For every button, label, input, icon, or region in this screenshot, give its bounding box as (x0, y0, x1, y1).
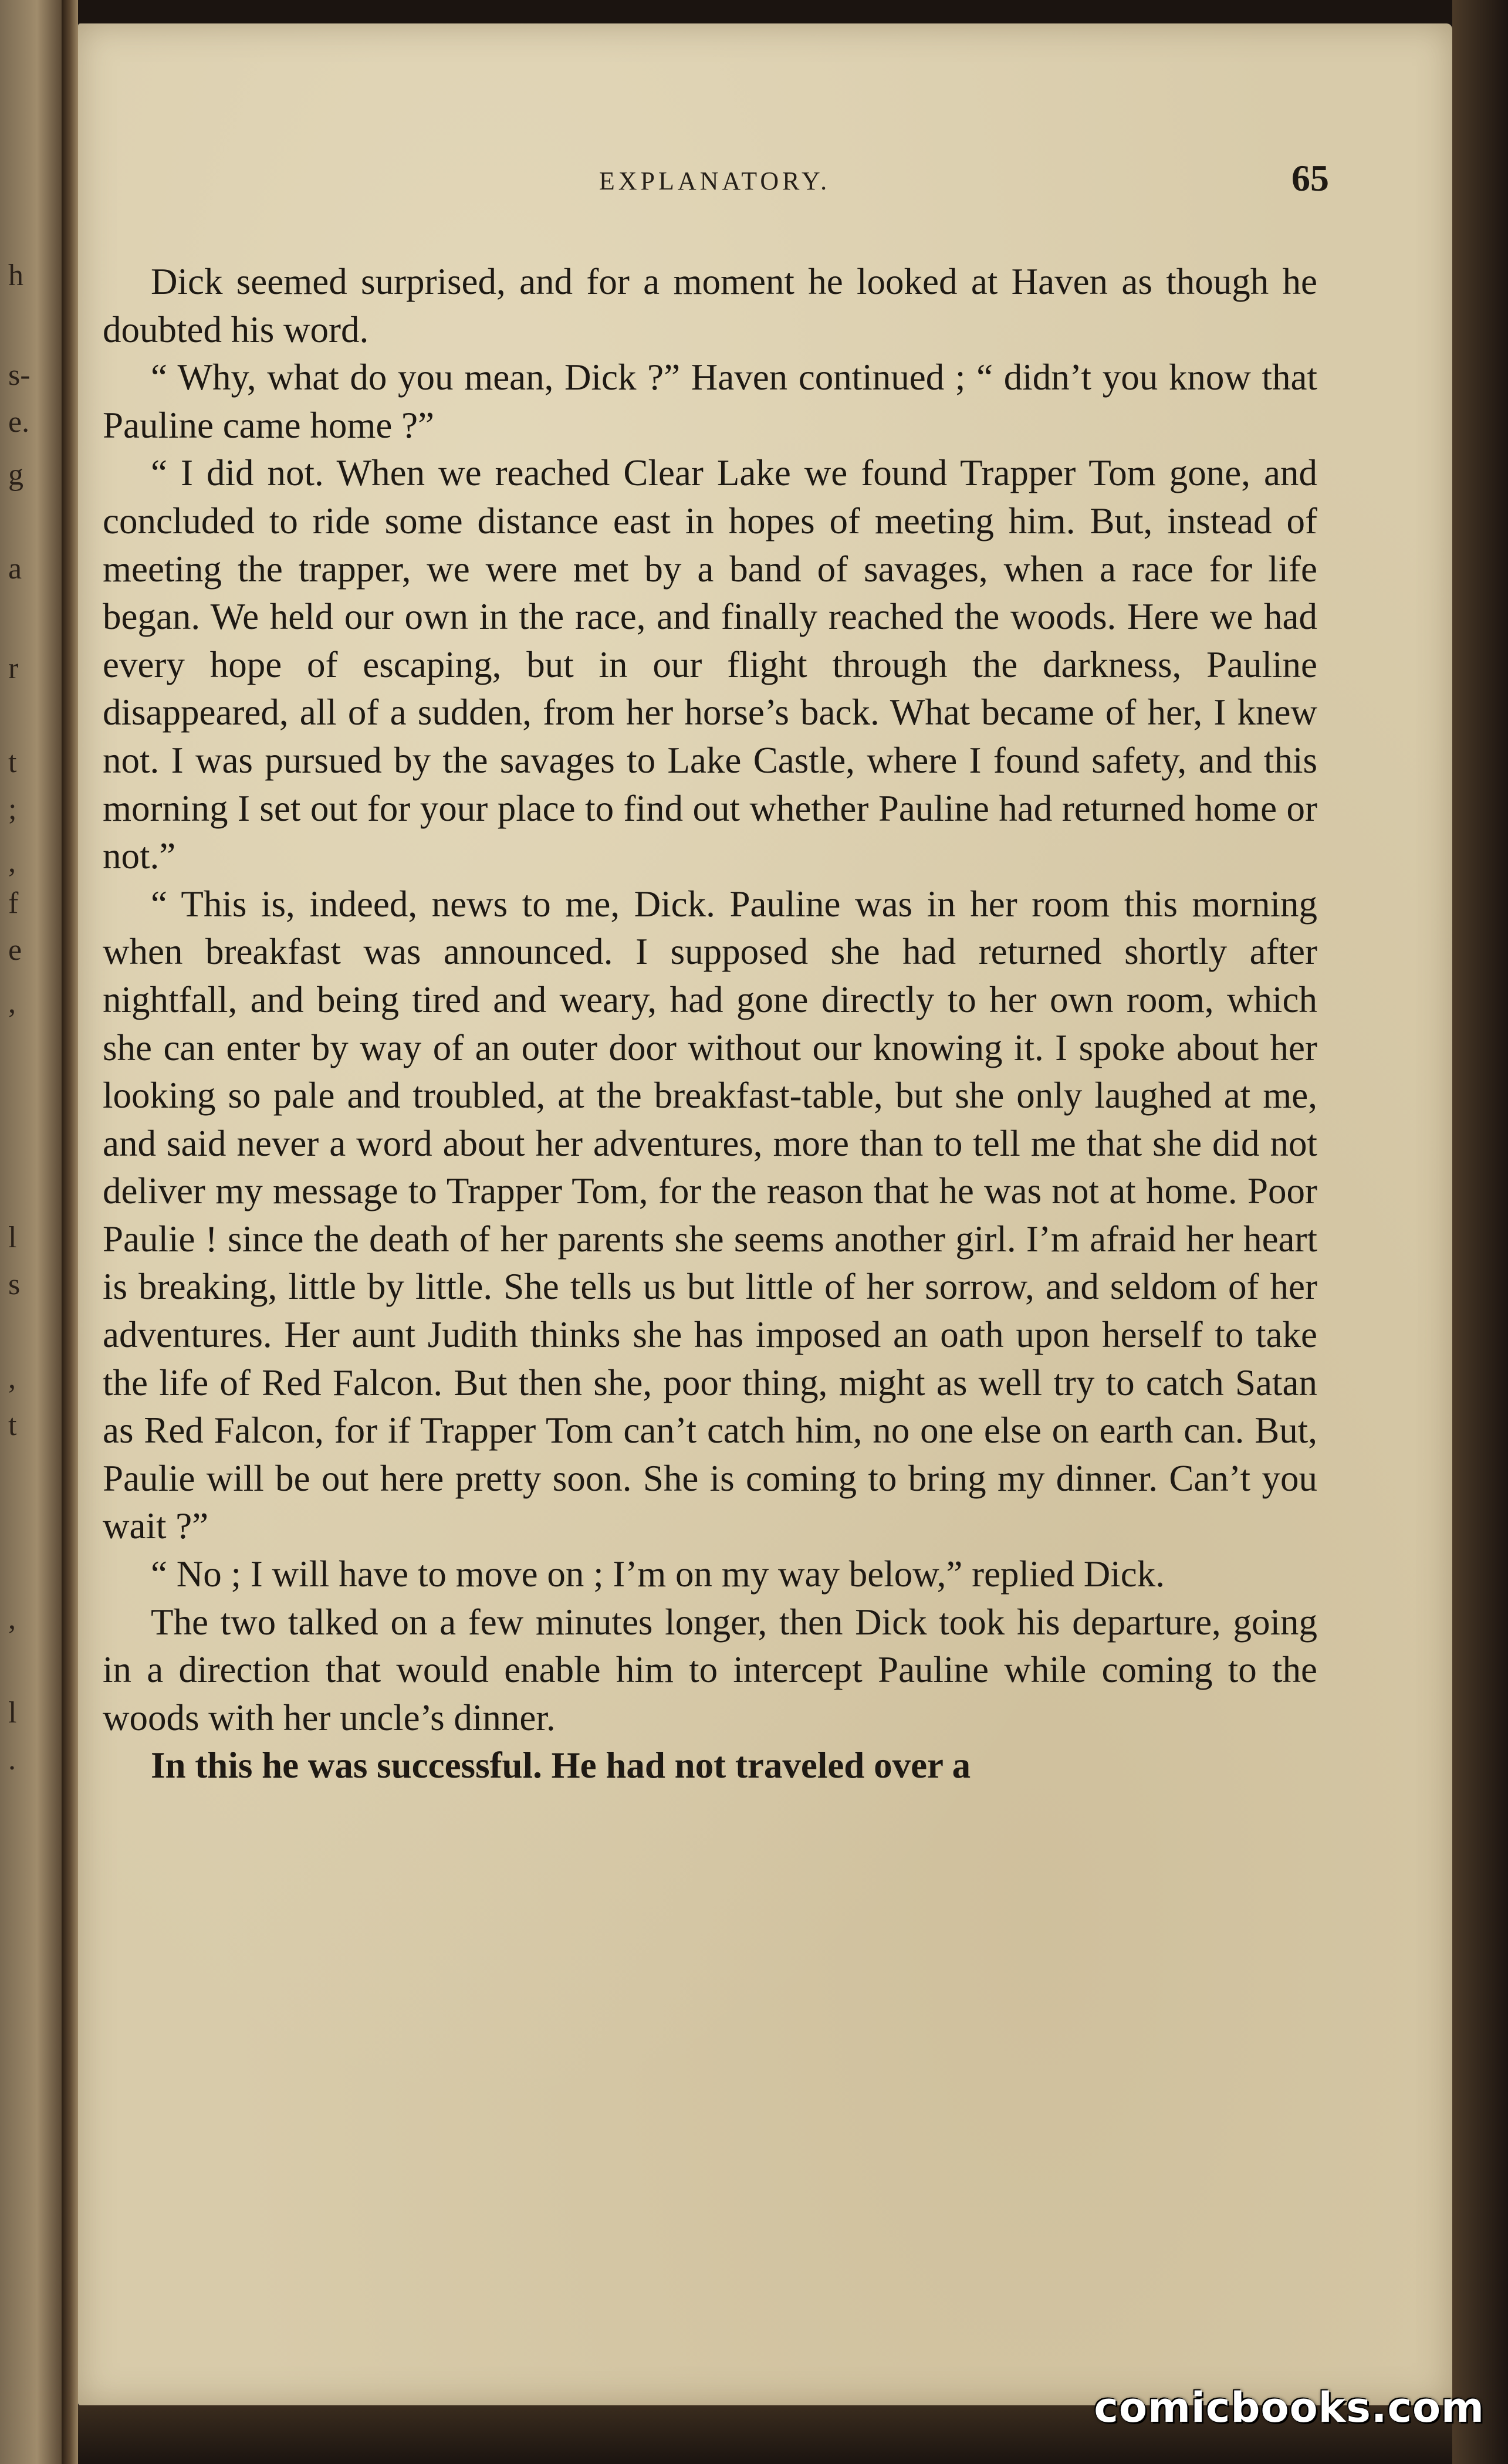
paragraph: “ I did not. When we reached Clear Lake we found Trapper Tom gone, and concluded to ride some distance east in hopes of meeting him. But, instead of meeting the trapper, we were met by a band of savages, when a race for life began. We held our own in the race, and finally reached the woods. Here we had every hope of escaping, but in our flight through the darkness, Pauline disappeared, all of a sudden, from her horse’s back. What became of her, I knew not. I was pursued by the savages to Lake Castle, where I found safety, and this morning I set out for your place to find out whether Pauline had returned home or not.” (103, 452, 1317, 877)
paragraph: “ Why, what do you mean, Dick ?” Haven continued ; “ didn’t you know that Pauline came home ?” (103, 357, 1317, 446)
running-head (78, 155, 1452, 202)
page-right-edge (1452, 0, 1508, 2464)
fragment: s- (8, 358, 31, 392)
page-number: 65 (1291, 157, 1329, 199)
fragment: . (8, 1743, 16, 1776)
paragraph: “ This is, indeed, news to me, Dick. Pauline was in her room this morning when breakfast was announced. I supposed she had returned shortly after nightfall, and being tired and weary, had gone directly to her own room, which she can enter by way of an outer door without our knowing it. I spoke about her looking so pale and troubled, at the breakfast-table, but she only laughed at me, and said never a word about her adventures, more than to tell me that she did not deliver my message to Trapper Tom, for the reason that he was not at home. Poor Paulie ! since the death of her parents she seems another girl. I’m afraid her heart is breaking, little by little. She tells us but little of her sorrow, and seldom of her adventures. Her aunt Judith thinks she has imposed an oath upon herself to take the life of Red Falcon. But then she, poor thing, might as well try to catch Satan as Red Falcon, for if Trapper Tom can’t catch him, no one else on earth can. But, Paulie will be out here pretty soon. She is coming to bring my dinner. Can’t you wait ?” (103, 883, 1317, 1547)
body-text (103, 258, 1317, 1790)
paragraph: The two talked on a few minutes longer, then Dick took his departure, going in a direction that would enable him to intercept Pauline while coming to the woods with her uncle’s dinner. (103, 1601, 1317, 1738)
fragment: ; (8, 793, 17, 826)
fragment: g (8, 458, 23, 492)
fragment: e. (8, 405, 30, 439)
fragment: , (8, 986, 16, 1020)
fragment: r (8, 652, 19, 685)
fragment: t (8, 746, 17, 779)
fragment: , (8, 1602, 16, 1636)
running-title: EXPLANATORY. (599, 167, 831, 195)
fragment: h (8, 259, 23, 292)
fragment: l (8, 1696, 17, 1729)
fragment: , (8, 845, 16, 879)
paragraph: In this he was successful. He had not traveled over a (151, 1745, 971, 1786)
book-page (78, 23, 1452, 2405)
fragment: , (8, 1362, 16, 1395)
book-gutter (62, 0, 78, 2464)
paragraph: Dick seemed surprised, and for a moment he looked at Haven as though he doubted his word. (103, 261, 1317, 350)
facing-page-fragments (4, 0, 39, 2464)
fragment: f (8, 886, 19, 920)
fragment: s (8, 1268, 21, 1301)
fragment: l (8, 1221, 17, 1254)
watermark: comicbooks.com (1094, 2384, 1485, 2432)
fragment: a (8, 552, 22, 585)
facing-page-edge (0, 0, 62, 2464)
fragment: t (8, 1409, 17, 1442)
paragraph: “ No ; I will have to move on ; I’m on my way below,” replied Dick. (151, 1553, 1165, 1595)
fragment: e (8, 933, 22, 967)
